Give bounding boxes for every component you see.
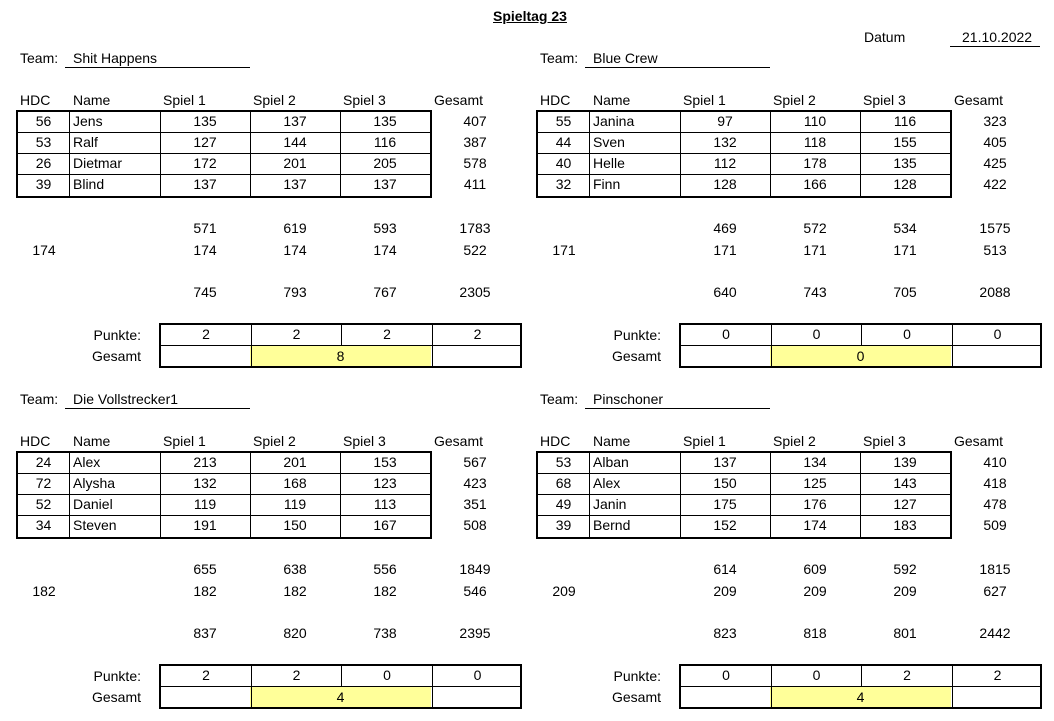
player-name[interactable]: Janin [593, 496, 627, 512]
summary-game2: 572 [803, 220, 827, 236]
summary-game2: 171 [803, 242, 827, 258]
team-hdc: 171 [552, 242, 576, 258]
player-game3[interactable]: 116 [893, 113, 917, 129]
header-spiel2: Spiel 2 [253, 433, 296, 449]
player-game3[interactable]: 137 [373, 176, 397, 192]
summary-total: 546 [463, 583, 487, 599]
header-gesamt: Gesamt [434, 433, 484, 449]
player-game3[interactable]: 143 [893, 475, 917, 491]
player-total: 323 [983, 113, 1007, 129]
team-block [520, 0, 1050, 380]
player-game1[interactable]: 213 [193, 454, 217, 470]
player-hdc[interactable]: 56 [35, 113, 52, 129]
summary-total: 522 [463, 242, 487, 258]
summary-game1: 745 [193, 284, 217, 300]
player-hdc[interactable]: 39 [35, 176, 52, 192]
player-total: 508 [463, 517, 487, 533]
date-label: Datum [864, 29, 906, 45]
player-total: 410 [983, 454, 1007, 470]
summary-game2: 820 [283, 625, 307, 641]
team-name[interactable]: Pinschoner [593, 391, 664, 407]
summary-game2: 619 [283, 220, 307, 236]
player-game3[interactable]: 116 [373, 134, 397, 150]
player-game3[interactable]: 183 [893, 517, 917, 533]
summary-game2: 743 [803, 284, 827, 300]
player-total: 509 [983, 517, 1007, 533]
table-column-divider [589, 112, 590, 196]
header-spiel1: Spiel 1 [163, 92, 206, 108]
summary-total: 1815 [979, 561, 1011, 577]
points-label: Punkte: [613, 327, 661, 343]
player-name[interactable]: Sven [593, 134, 625, 150]
player-game2[interactable]: 201 [283, 155, 307, 171]
summary-game1: 614 [713, 561, 737, 577]
points-game-3[interactable]: 0 [903, 326, 911, 342]
summary-game3: 209 [893, 583, 917, 599]
summary-game3: 593 [373, 220, 397, 236]
player-name[interactable]: Finn [593, 176, 621, 192]
player-hdc[interactable]: 49 [555, 496, 572, 512]
summary-game2: 209 [803, 583, 827, 599]
player-hdc[interactable]: 55 [555, 113, 572, 129]
header-spiel3: Spiel 3 [863, 92, 906, 108]
player-game1[interactable]: 128 [713, 176, 737, 192]
points-total-label: Gesamt [611, 348, 661, 364]
player-name[interactable]: Ralf [73, 134, 98, 150]
player-game3[interactable]: 205 [373, 155, 397, 171]
summary-total: 1575 [979, 220, 1011, 236]
player-game1[interactable]: 137 [713, 454, 737, 470]
points-game-3[interactable]: 0 [383, 667, 391, 683]
player-game1[interactable]: 112 [713, 155, 737, 171]
summary-game1: 640 [713, 284, 737, 300]
points-game-2[interactable]: 0 [812, 326, 821, 342]
summary-game3: 738 [373, 625, 397, 641]
player-game2[interactable]: 125 [803, 475, 827, 491]
header-spiel1: Spiel 1 [683, 433, 726, 449]
player-total: 567 [463, 454, 487, 470]
header-name: Name [73, 92, 111, 108]
player-total: 578 [463, 155, 487, 171]
player-game1[interactable]: 119 [193, 496, 217, 512]
summary-game3: 592 [893, 561, 917, 577]
player-game2[interactable]: 174 [803, 517, 827, 533]
summary-game1: 655 [193, 561, 217, 577]
table-column-divider [69, 112, 70, 196]
points-column-divider [952, 687, 953, 707]
points-game-3[interactable]: 2 [903, 667, 911, 683]
player-game2[interactable]: 166 [803, 176, 827, 192]
header-name: Name [593, 92, 631, 108]
summary-game3: 556 [373, 561, 397, 577]
player-game1[interactable]: 175 [713, 496, 737, 512]
points-game-1[interactable]: 0 [722, 326, 730, 342]
player-game3[interactable]: 167 [373, 517, 397, 533]
player-game2[interactable]: 137 [283, 176, 307, 192]
player-game1[interactable]: 127 [193, 134, 217, 150]
summary-game1: 174 [193, 242, 217, 258]
summary-total: 2395 [459, 625, 491, 641]
summary-total: 2088 [979, 284, 1011, 300]
player-name[interactable]: Bernd [593, 517, 631, 533]
points-total-value: 0 [856, 348, 865, 364]
player-total: 423 [463, 475, 487, 491]
player-total: 478 [983, 496, 1007, 512]
header-spiel2: Spiel 2 [773, 92, 816, 108]
player-game1[interactable]: 152 [713, 517, 737, 533]
player-hdc[interactable]: 39 [555, 517, 572, 533]
summary-game3: 174 [373, 242, 397, 258]
header-spiel1: Spiel 1 [683, 92, 726, 108]
summary-game1: 837 [193, 625, 217, 641]
header-name: Name [593, 433, 631, 449]
team-label: Team: [540, 50, 579, 66]
header-hdc: HDC [540, 92, 571, 108]
points-label: Punkte: [613, 668, 661, 684]
summary-total: 2442 [979, 625, 1011, 641]
summary-game1: 171 [713, 242, 737, 258]
header-spiel1: Spiel 1 [163, 433, 206, 449]
player-game1[interactable]: 132 [193, 475, 217, 491]
summary-game3: 171 [893, 242, 917, 258]
summary-total: 2305 [459, 284, 491, 300]
summary-game2: 174 [283, 242, 307, 258]
player-game2[interactable]: 176 [803, 496, 827, 512]
player-game1[interactable]: 191 [193, 517, 217, 533]
player-game3[interactable]: 155 [893, 134, 917, 150]
team-name-underline [585, 408, 770, 409]
summary-game2: 609 [803, 561, 827, 577]
points-total-value: 8 [336, 348, 345, 364]
player-game1[interactable]: 132 [713, 134, 737, 150]
points-total-label: Gesamt [611, 689, 661, 705]
header-spiel3: Spiel 3 [343, 433, 386, 449]
points-game-4[interactable]: 0 [473, 667, 482, 683]
team-name[interactable]: Blue Crew [593, 50, 658, 66]
points-game-2[interactable]: 2 [292, 326, 301, 342]
date-value: 21.10.2022 [962, 29, 1033, 45]
summary-total: 513 [983, 242, 1007, 258]
player-total: 418 [983, 475, 1007, 491]
player-game1[interactable]: 135 [193, 113, 217, 129]
points-game-2[interactable]: 0 [812, 667, 821, 683]
points-label: Punkte: [93, 327, 141, 343]
summary-game3: 767 [373, 284, 397, 300]
points-game-3[interactable]: 2 [383, 326, 391, 342]
player-hdc[interactable]: 52 [35, 496, 52, 512]
team-name-underline [65, 408, 250, 409]
summary-total: 1849 [459, 561, 491, 577]
header-spiel3: Spiel 3 [343, 92, 386, 108]
header-hdc: HDC [20, 433, 51, 449]
player-game2[interactable]: 134 [803, 454, 827, 470]
player-game1[interactable]: 172 [193, 155, 217, 171]
header-gesamt: Gesamt [954, 92, 1004, 108]
player-hdc[interactable]: 24 [35, 454, 52, 470]
table-column-divider [589, 453, 590, 537]
points-total-label: Gesamt [91, 689, 141, 705]
summary-game3: 534 [893, 220, 917, 236]
header-gesamt: Gesamt [954, 433, 1004, 449]
player-hdc[interactable]: 26 [35, 155, 52, 171]
points-game-4[interactable]: 0 [993, 326, 1002, 342]
points-game-4[interactable]: 2 [993, 667, 1002, 683]
summary-game1: 823 [713, 625, 737, 641]
header-gesamt: Gesamt [434, 92, 484, 108]
player-name[interactable]: Alban [593, 454, 629, 470]
summary-game1: 571 [193, 220, 217, 236]
summary-game2: 182 [283, 583, 307, 599]
player-name[interactable]: Steven [73, 517, 117, 533]
player-game3[interactable]: 135 [893, 155, 917, 171]
team-block [0, 341, 530, 721]
player-hdc[interactable]: 40 [555, 155, 572, 171]
player-total: 425 [983, 155, 1007, 171]
player-game2[interactable]: 168 [283, 475, 307, 491]
player-name[interactable]: Daniel [73, 496, 113, 512]
player-name[interactable]: Blind [73, 176, 105, 192]
team-label: Team: [540, 391, 579, 407]
player-name[interactable]: Alex [593, 475, 621, 491]
points-game-1[interactable]: 2 [202, 667, 210, 683]
player-game1[interactable]: 137 [193, 176, 217, 192]
player-game3[interactable]: 123 [373, 475, 397, 491]
player-total: 351 [463, 496, 487, 512]
team-label: Team: [20, 50, 59, 66]
player-name[interactable]: Janina [593, 113, 635, 129]
team-hdc: 174 [32, 242, 56, 258]
summary-game2: 818 [803, 625, 827, 641]
summary-total: 627 [983, 583, 1007, 599]
player-game3[interactable]: 113 [373, 496, 397, 512]
points-game-1[interactable]: 0 [722, 667, 730, 683]
table-column-divider [69, 453, 70, 537]
page-title: Spieltag 23 [493, 8, 567, 24]
points-column-divider [432, 687, 433, 707]
player-game2[interactable]: 118 [803, 134, 827, 150]
summary-game1: 182 [193, 583, 217, 599]
summary-game2: 793 [283, 284, 307, 300]
player-hdc[interactable]: 72 [35, 475, 52, 491]
team-block [0, 0, 530, 380]
header-spiel3: Spiel 3 [863, 433, 906, 449]
player-hdc[interactable]: 53 [555, 454, 572, 470]
player-game2[interactable]: 178 [803, 155, 827, 171]
header-spiel2: Spiel 2 [773, 433, 816, 449]
summary-total: 1783 [459, 220, 491, 236]
player-total: 405 [983, 134, 1007, 150]
summary-game2: 638 [283, 561, 307, 577]
team-name-underline [585, 67, 770, 68]
player-game3[interactable]: 128 [893, 176, 917, 192]
summary-game1: 469 [713, 220, 737, 236]
points-game-2[interactable]: 2 [292, 667, 301, 683]
player-hdc[interactable]: 53 [35, 134, 52, 150]
player-game1[interactable]: 97 [717, 113, 733, 129]
points-game-4[interactable]: 2 [473, 326, 482, 342]
player-game3[interactable]: 139 [893, 454, 917, 470]
player-hdc[interactable]: 44 [555, 134, 572, 150]
player-total: 411 [463, 176, 487, 192]
team-name-underline [65, 67, 250, 68]
team-name[interactable]: Die Vollstrecker1 [73, 391, 179, 407]
player-name[interactable]: Alysha [73, 475, 116, 491]
player-name[interactable]: Jens [73, 113, 103, 129]
summary-game3: 801 [893, 625, 917, 641]
team-hdc: 182 [32, 583, 56, 599]
player-hdc[interactable]: 68 [555, 475, 572, 491]
header-name: Name [73, 433, 111, 449]
player-game3[interactable]: 127 [893, 496, 917, 512]
points-label: Punkte: [93, 668, 141, 684]
points-game-1[interactable]: 2 [202, 326, 210, 342]
player-game1[interactable]: 150 [713, 475, 737, 491]
points-total-label: Gesamt [91, 348, 141, 364]
points-total-value: 4 [856, 689, 865, 705]
player-name[interactable]: Helle [593, 155, 625, 171]
summary-game1: 209 [713, 583, 737, 599]
player-game2[interactable]: 150 [283, 517, 307, 533]
player-name[interactable]: Dietmar [73, 155, 123, 171]
summary-game3: 182 [373, 583, 397, 599]
header-spiel2: Spiel 2 [253, 92, 296, 108]
player-total: 387 [463, 134, 487, 150]
header-hdc: HDC [540, 433, 571, 449]
player-name[interactable]: Alex [73, 454, 101, 470]
player-hdc[interactable]: 34 [35, 517, 52, 533]
player-game3[interactable]: 135 [373, 113, 397, 129]
player-total: 422 [983, 176, 1007, 192]
player-hdc[interactable]: 32 [555, 176, 572, 192]
player-game2[interactable]: 144 [283, 134, 307, 150]
player-game2[interactable]: 119 [283, 496, 307, 512]
points-total-value: 4 [336, 689, 345, 705]
player-game2[interactable]: 201 [283, 454, 307, 470]
summary-game3: 705 [893, 284, 917, 300]
team-block [520, 341, 1050, 721]
team-name[interactable]: Shit Happens [73, 50, 158, 66]
player-game3[interactable]: 153 [373, 454, 397, 470]
header-hdc: HDC [20, 92, 51, 108]
team-label: Team: [20, 391, 59, 407]
player-total: 407 [463, 113, 487, 129]
player-game2[interactable]: 110 [803, 113, 827, 129]
team-hdc: 209 [552, 583, 576, 599]
player-game2[interactable]: 137 [283, 113, 307, 129]
